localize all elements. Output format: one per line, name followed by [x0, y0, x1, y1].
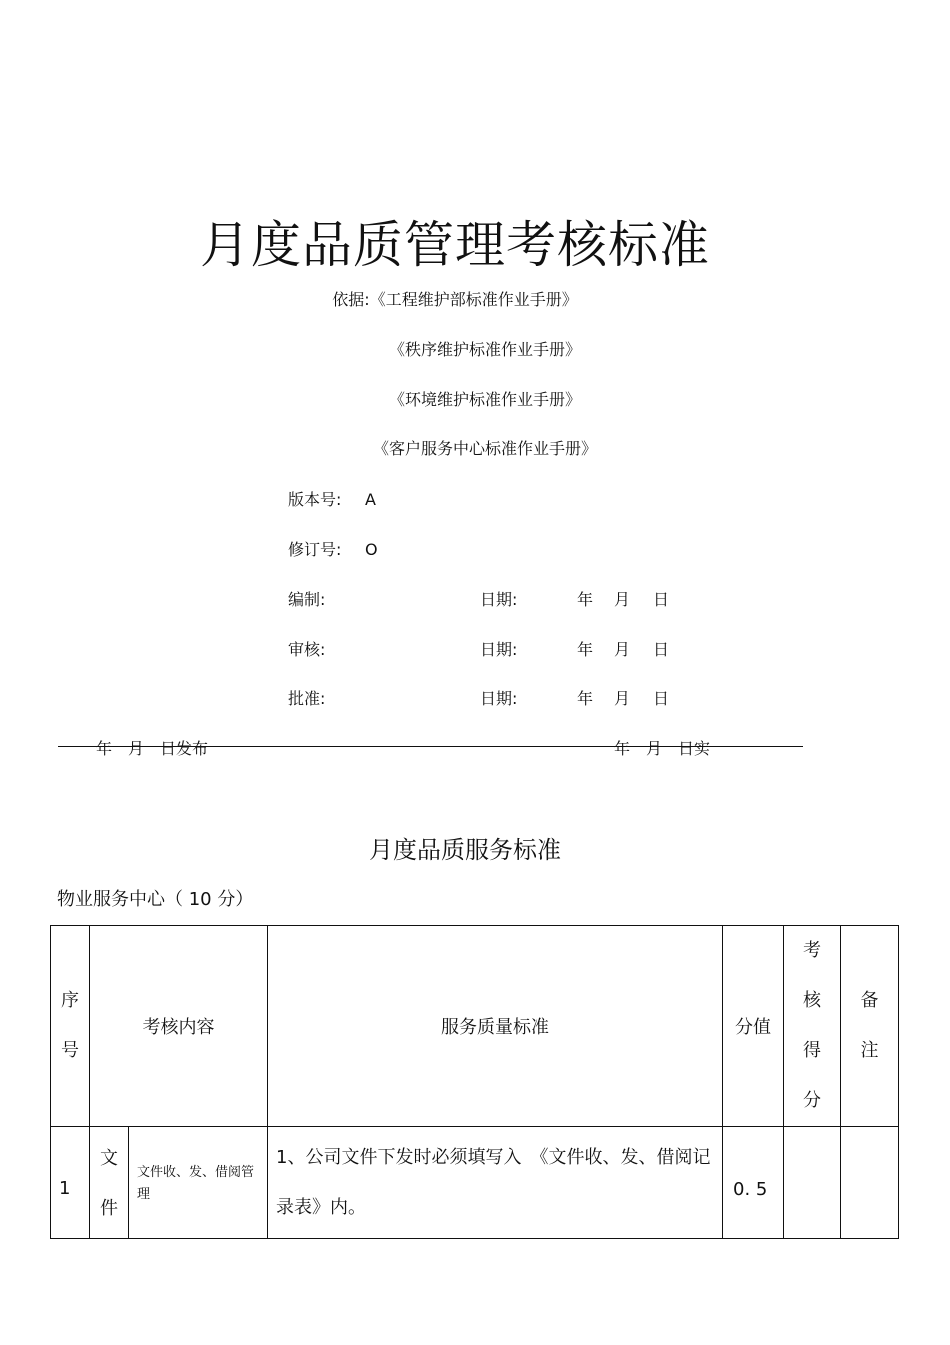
row-item: 文件收、发、借阅管理	[129, 1127, 268, 1239]
header-standard: 服务质量标准	[268, 926, 723, 1127]
revision-label: 修订号:	[288, 540, 342, 559]
compile-date-label: 日期:	[480, 590, 518, 609]
row-score: 0. 5	[723, 1127, 784, 1239]
manual-customer: 《客户服务中心标准作业手册》	[372, 439, 597, 458]
approve-label: 批准:	[288, 689, 326, 708]
row-standard: 1、公司文件下发时必须填写入 《文件收、发、借阅记录表》内。	[268, 1127, 723, 1239]
compile-day: 日	[653, 590, 670, 609]
review-day: 日	[653, 640, 670, 659]
revision-value: O	[365, 540, 378, 559]
version-value: A	[365, 490, 376, 509]
manual-security: 《秩序维护标准作业手册》	[388, 340, 581, 359]
section-subtitle: 月度品质服务标准	[369, 836, 561, 864]
review-month: 月	[614, 640, 631, 659]
row-assess-score[interactable]	[784, 1127, 841, 1239]
header-content: 考核内容	[90, 926, 268, 1127]
header-remark: 备 注	[841, 926, 899, 1127]
publish-row	[58, 736, 803, 762]
row-category: 文 件	[90, 1127, 129, 1239]
implement-date: 年 月 日实	[614, 739, 711, 758]
compile-year: 年	[577, 590, 594, 609]
table-header-row	[51, 926, 899, 1127]
review-date-label: 日期:	[480, 640, 518, 659]
compile-month: 月	[614, 590, 631, 609]
header-assess-score: 考 核 得 分	[784, 926, 841, 1127]
page-title: 月度品质管理考核标准	[200, 216, 710, 274]
table-row	[51, 1127, 899, 1239]
service-center-heading: 物业服务中心（ 10 分）	[57, 889, 254, 910]
row-seq: 1	[51, 1127, 90, 1239]
approve-year: 年	[577, 689, 594, 708]
review-year: 年	[577, 640, 594, 659]
header-score: 分值	[723, 926, 784, 1127]
row-remark[interactable]	[841, 1127, 899, 1239]
publish-date: 年 月 日发布	[96, 739, 209, 758]
approve-month: 月	[614, 689, 631, 708]
version-label: 版本号:	[288, 490, 342, 509]
assessment-table	[50, 925, 899, 1239]
manual-environment: 《环境维护标准作业手册》	[388, 390, 581, 409]
review-label: 审核:	[288, 640, 326, 659]
basis-line: 依据:《工程维护部标准作业手册》	[332, 290, 578, 309]
approve-date-label: 日期:	[480, 689, 518, 708]
header-seq: 序 号	[51, 926, 90, 1127]
approve-day: 日	[653, 689, 670, 708]
compile-label: 编制:	[288, 590, 326, 609]
